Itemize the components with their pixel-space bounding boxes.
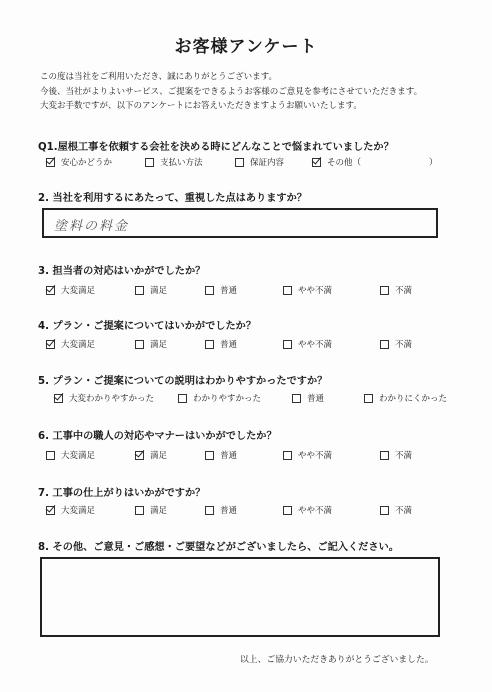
question-4: 4. プラン・ご提案についてはいかがでしたか？ (38, 321, 257, 332)
checkbox[interactable] (283, 451, 292, 460)
option-label: 満足 (150, 506, 168, 516)
question-2: 2. 当社を利用するにあたって、重視した点はありますか？ (38, 193, 307, 204)
option-label: 保証内容 (250, 158, 285, 168)
q1-options (0, 156, 492, 170)
question-8: 8. その他、ご意見・ご感想・ご要望などがございましたら、ご記入ください。 (38, 542, 399, 553)
q7-option-3[interactable] (205, 504, 237, 516)
option-label: 普通 (220, 340, 238, 350)
checkbox[interactable] (46, 286, 55, 295)
checkbox[interactable] (145, 158, 154, 167)
option-label: わかりにくかった (379, 394, 448, 404)
closing-text: 以上、ご協力いただきありがとうございました。 (240, 655, 434, 665)
q6-option-1[interactable] (46, 449, 95, 461)
checkbox[interactable] (380, 286, 389, 295)
q3-option-3[interactable] (205, 284, 237, 296)
checkbox[interactable] (205, 506, 214, 515)
q3-option-2[interactable] (135, 284, 167, 296)
q2-answer-field[interactable] (42, 208, 438, 238)
intro-text (40, 70, 480, 114)
question-6: 6. 工事中の職人の対応やマナーはいかがでしたか？ (38, 431, 277, 442)
option-label: 大変満足 (61, 506, 96, 516)
checkbox[interactable] (283, 506, 292, 515)
q5-option-3[interactable] (292, 392, 324, 404)
q4-option-5[interactable] (380, 338, 412, 350)
checkbox[interactable] (312, 158, 321, 167)
option-label: 満足 (150, 340, 168, 350)
q1-option-3[interactable] (235, 156, 284, 168)
option-label: その他（ ） (327, 158, 438, 168)
q7-options (0, 504, 492, 518)
q5-options (0, 392, 492, 406)
option-label: 大変満足 (61, 286, 96, 296)
option-label: 大変わかりやすかった (69, 394, 155, 404)
q4-option-3[interactable] (205, 338, 237, 350)
q3-options (0, 284, 492, 298)
checkbox[interactable] (54, 394, 63, 403)
checkbox[interactable] (46, 506, 55, 515)
checkbox[interactable] (46, 340, 55, 349)
q5-option-2[interactable] (178, 392, 261, 404)
q7-option-2[interactable] (135, 504, 167, 516)
option-label: 不満 (395, 286, 413, 296)
q6-option-5[interactable] (380, 449, 412, 461)
option-label: 満足 (150, 451, 168, 461)
checkbox[interactable] (178, 394, 187, 403)
q5-option-4[interactable] (364, 392, 447, 404)
option-label: やや不満 (298, 451, 333, 461)
checkbox[interactable] (205, 340, 214, 349)
q8-comment-field[interactable] (40, 557, 440, 637)
question-1: Q1.屋根工事を依頼する会社を決める時にどんなことで悩まれていましたか？ (38, 142, 394, 153)
option-label: 普通 (220, 286, 238, 296)
intro-line: 今後、当社がよりよいサービス、ご提案をできるようお客様のご意見を参考にさせていただきます。 (40, 86, 423, 97)
checkbox[interactable] (364, 394, 373, 403)
option-label: 普通 (220, 506, 238, 516)
checkbox[interactable] (283, 340, 292, 349)
survey-title: お客様アンケート (174, 37, 318, 57)
q4-option-2[interactable] (135, 338, 167, 350)
checkbox[interactable] (46, 158, 55, 167)
checkbox[interactable] (135, 506, 144, 515)
q1-option-1[interactable] (46, 156, 112, 168)
option-label: 満足 (150, 286, 168, 296)
q7-option-4[interactable] (283, 504, 332, 516)
q6-options (0, 449, 492, 463)
q3-option-4[interactable] (283, 284, 332, 296)
intro-line: 大変お手数ですが、以下のアンケートにお答えいただきますようお願いいたします。 (40, 101, 362, 111)
option-label: やや不満 (298, 340, 333, 350)
question-3: 3. 担当者の対応はいかがでしたか？ (38, 266, 206, 277)
checkbox[interactable] (380, 340, 389, 349)
option-label: 不満 (395, 451, 413, 461)
q7-option-5[interactable] (380, 504, 412, 516)
option-label: 支払い方法 (160, 158, 203, 168)
option-label: 安心かどうか (61, 158, 113, 168)
option-label: 大変満足 (61, 340, 96, 350)
q6-option-3[interactable] (205, 449, 237, 461)
checkbox[interactable] (135, 340, 144, 349)
checkbox[interactable] (380, 506, 389, 515)
checkbox[interactable] (46, 451, 55, 460)
q1-option-4[interactable] (312, 156, 438, 168)
checkbox[interactable] (380, 451, 389, 460)
option-label: 不満 (395, 340, 413, 350)
question-5: 5. プラン・ご提案についての説明はわかりやすかったですか？ (38, 376, 328, 387)
option-label: わかりやすかった (193, 394, 262, 404)
q6-option-4[interactable] (283, 449, 332, 461)
intro-line: この度は当社をご利用いただき、誠にありがとうございます。 (40, 72, 277, 82)
q4-option-4[interactable] (283, 338, 332, 350)
option-label: 不満 (395, 506, 413, 516)
checkbox[interactable] (235, 158, 244, 167)
q4-option-1[interactable] (46, 338, 95, 350)
q4-options (0, 338, 492, 352)
q3-option-1[interactable] (46, 284, 95, 296)
q2-handwritten-answer: 塗料の料金 (54, 219, 130, 234)
question-7: 7. 工事の仕上がりはいかがですか？ (38, 488, 206, 499)
checkbox[interactable] (135, 451, 144, 460)
checkbox[interactable] (205, 286, 214, 295)
checkbox[interactable] (292, 394, 301, 403)
q3-option-5[interactable] (380, 284, 412, 296)
option-label: 普通 (307, 394, 325, 404)
q1-option-2[interactable] (145, 156, 203, 168)
option-label: 大変満足 (61, 451, 96, 461)
option-label: やや不満 (298, 506, 333, 516)
q5-option-1[interactable] (54, 392, 154, 404)
checkbox[interactable] (205, 451, 214, 460)
option-label: 普通 (220, 451, 238, 461)
q6-option-2[interactable] (135, 449, 167, 461)
checkbox[interactable] (135, 286, 144, 295)
checkbox[interactable] (283, 286, 292, 295)
q7-option-1[interactable] (46, 504, 95, 516)
option-label: やや不満 (298, 286, 333, 296)
